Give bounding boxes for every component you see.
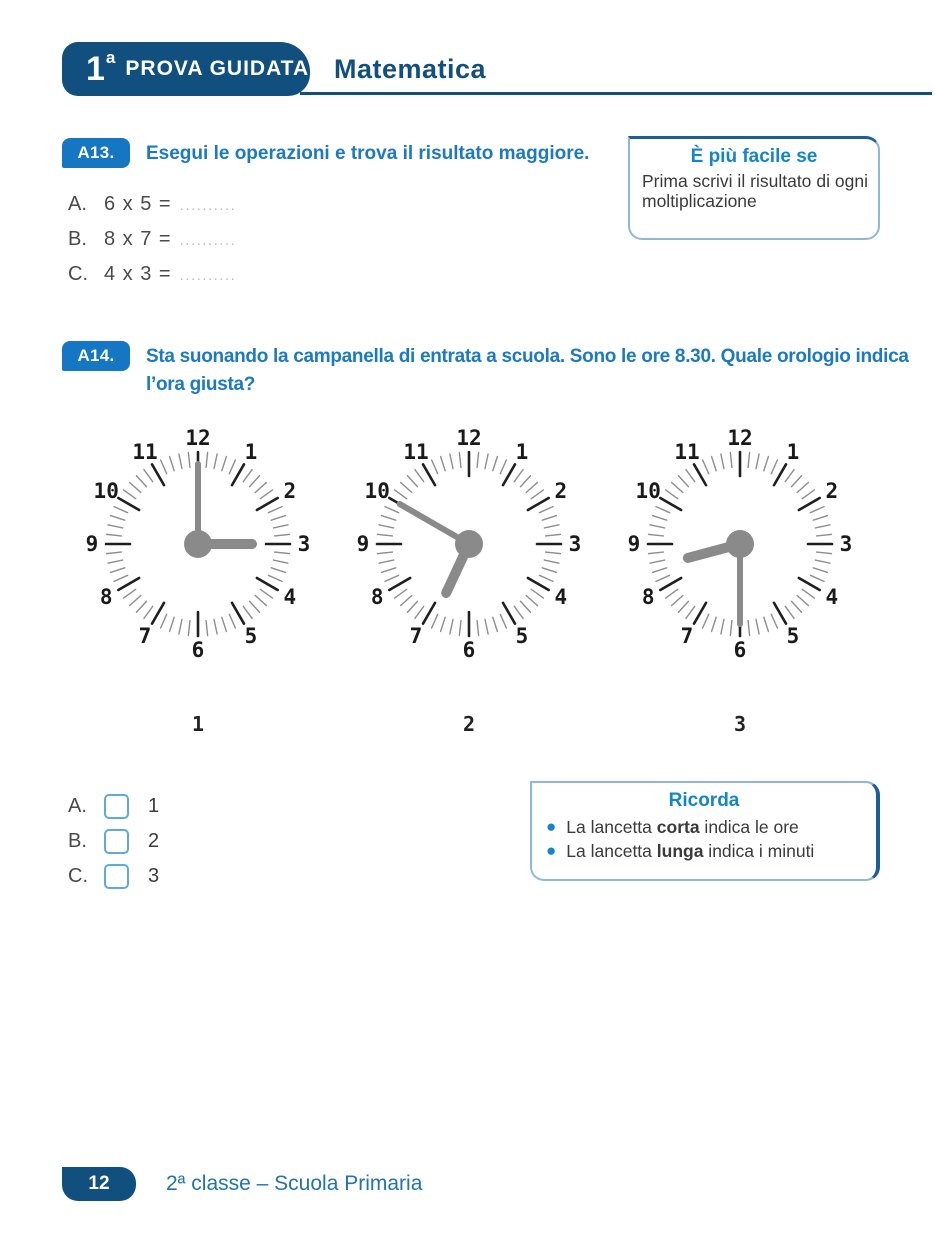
svg-text:6: 6 (191, 638, 205, 662)
q14-option-list (68, 789, 159, 894)
svg-text:2: 2 (283, 479, 297, 503)
clock-3 (620, 424, 860, 664)
clock-2-face-svg (349, 424, 589, 664)
clock-1 (78, 424, 318, 664)
svg-text:7: 7 (138, 623, 152, 648)
clock-1-label: 1 (191, 712, 205, 736)
clock-1-face-svg (78, 424, 318, 664)
svg-text:11: 11 (403, 440, 429, 465)
question-a13-text: Esegui le operazioni e trova il risultato maggiore. (146, 143, 590, 164)
q13-item-a-answer-blank[interactable]: .......... (179, 197, 237, 214)
svg-text:11: 11 (132, 440, 158, 465)
svg-text:7: 7 (409, 623, 423, 648)
q13-item-b (68, 228, 236, 263)
reminder-bullet-1 (546, 816, 866, 840)
q14-option-a-checkbox[interactable] (104, 794, 129, 819)
svg-text:4: 4 (825, 585, 839, 609)
clock-2 (349, 424, 589, 664)
svg-text:12: 12 (456, 426, 482, 450)
svg-text:10: 10 (635, 479, 661, 503)
svg-text:3: 3 (297, 532, 311, 556)
svg-text:6: 6 (733, 638, 747, 662)
svg-text:5: 5 (515, 623, 529, 648)
q14-option-a-value: 1 (148, 795, 160, 817)
q14-option-b-checkbox[interactable] (104, 829, 129, 854)
q13-item-a-letter: A. (68, 193, 87, 215)
page-number-badge: 12 (62, 1167, 136, 1201)
q14-option-c-letter: C. (68, 865, 88, 887)
svg-text:7: 7 (680, 623, 694, 648)
header-badge (62, 42, 310, 96)
clock-row (78, 424, 860, 664)
svg-text:4: 4 (554, 585, 568, 609)
clock-2-label: 2 (462, 712, 476, 736)
reminder-bullet-1-text: La lancetta corta indica le ore (566, 817, 799, 837)
question-a14-text: Sta suonando la campanella di entrata a scuola. Sono le ore 8.30. Quale orologio indica l’ora giusta? (146, 346, 909, 395)
q14-option-a (68, 789, 159, 824)
reminder-box-title: Ricorda (668, 790, 740, 811)
footer-text: 2ª classe – Scuola Primaria (166, 1172, 423, 1195)
svg-text:5: 5 (786, 623, 800, 648)
svg-text:3: 3 (839, 532, 853, 556)
svg-text:12: 12 (185, 426, 211, 450)
reminder-bullet-2 (546, 840, 866, 864)
header-divider (300, 92, 932, 95)
q14-option-c-value: 3 (148, 865, 160, 887)
q13-item-b-expression: 8 x 7 = (104, 228, 172, 250)
svg-text:9: 9 (627, 532, 641, 556)
svg-text:3: 3 (568, 532, 582, 556)
svg-text:8: 8 (99, 585, 113, 609)
q14-option-b (68, 824, 159, 859)
svg-text:9: 9 (356, 532, 370, 556)
q14-option-b-letter: B. (68, 830, 87, 852)
q13-item-c-expression: 4 x 3 = (104, 263, 172, 285)
q14-option-a-letter: A. (68, 795, 87, 817)
q13-item-b-letter: B. (68, 228, 87, 250)
q13-item-b-answer-blank[interactable]: .......... (179, 232, 237, 249)
q14-option-b-value: 2 (148, 830, 160, 852)
reminder-box (530, 781, 880, 881)
clock-3-face-svg (620, 424, 860, 664)
q14-option-c (68, 859, 159, 894)
bullet-dot-icon: ● (546, 817, 557, 836)
header-badge-ordinal: a (105, 48, 116, 67)
reminder-bullet-2-text: La lancetta lunga indica i minuti (566, 840, 815, 861)
svg-text:1: 1 (244, 440, 258, 465)
q13-item-a (68, 193, 236, 228)
header-badge-number: 1 (86, 50, 105, 88)
svg-text:10: 10 (93, 479, 119, 503)
svg-text:12: 12 (727, 426, 753, 450)
svg-text:10: 10 (364, 479, 390, 503)
tip-box-body: Prima scrivi il risultato di ogni moltiplicazione (642, 171, 868, 212)
svg-text:5: 5 (244, 623, 258, 648)
bullet-dot-icon: ● (546, 840, 557, 860)
header-badge-title: PROVA GUIDATA (125, 57, 310, 80)
q13-answer-list (68, 193, 236, 298)
tip-box-title: È più facile se (690, 146, 818, 167)
q13-item-a-expression: 6 x 5 = (104, 193, 172, 215)
q13-item-c-letter: C. (68, 263, 88, 285)
svg-text:2: 2 (825, 479, 839, 503)
q14-option-c-checkbox[interactable] (104, 864, 129, 889)
reminder-bullet-list (532, 812, 876, 863)
svg-text:1: 1 (515, 440, 529, 465)
q13-item-c (68, 263, 236, 298)
q13-item-c-answer-blank[interactable]: .......... (179, 267, 237, 284)
svg-text:4: 4 (283, 585, 297, 609)
svg-text:8: 8 (641, 585, 655, 609)
question-a14-badge: A14. (62, 341, 130, 371)
tip-box (628, 136, 880, 240)
question-a13-badge: A13. (62, 138, 130, 168)
subject-title: Matematica (334, 54, 487, 84)
svg-text:11: 11 (674, 440, 700, 465)
svg-text:1: 1 (786, 440, 800, 465)
svg-text:2: 2 (554, 479, 568, 503)
svg-text:6: 6 (462, 638, 476, 662)
svg-text:9: 9 (85, 532, 99, 556)
clock-label-row (78, 712, 860, 736)
svg-text:8: 8 (370, 585, 384, 609)
clock-3-label: 3 (733, 712, 747, 736)
